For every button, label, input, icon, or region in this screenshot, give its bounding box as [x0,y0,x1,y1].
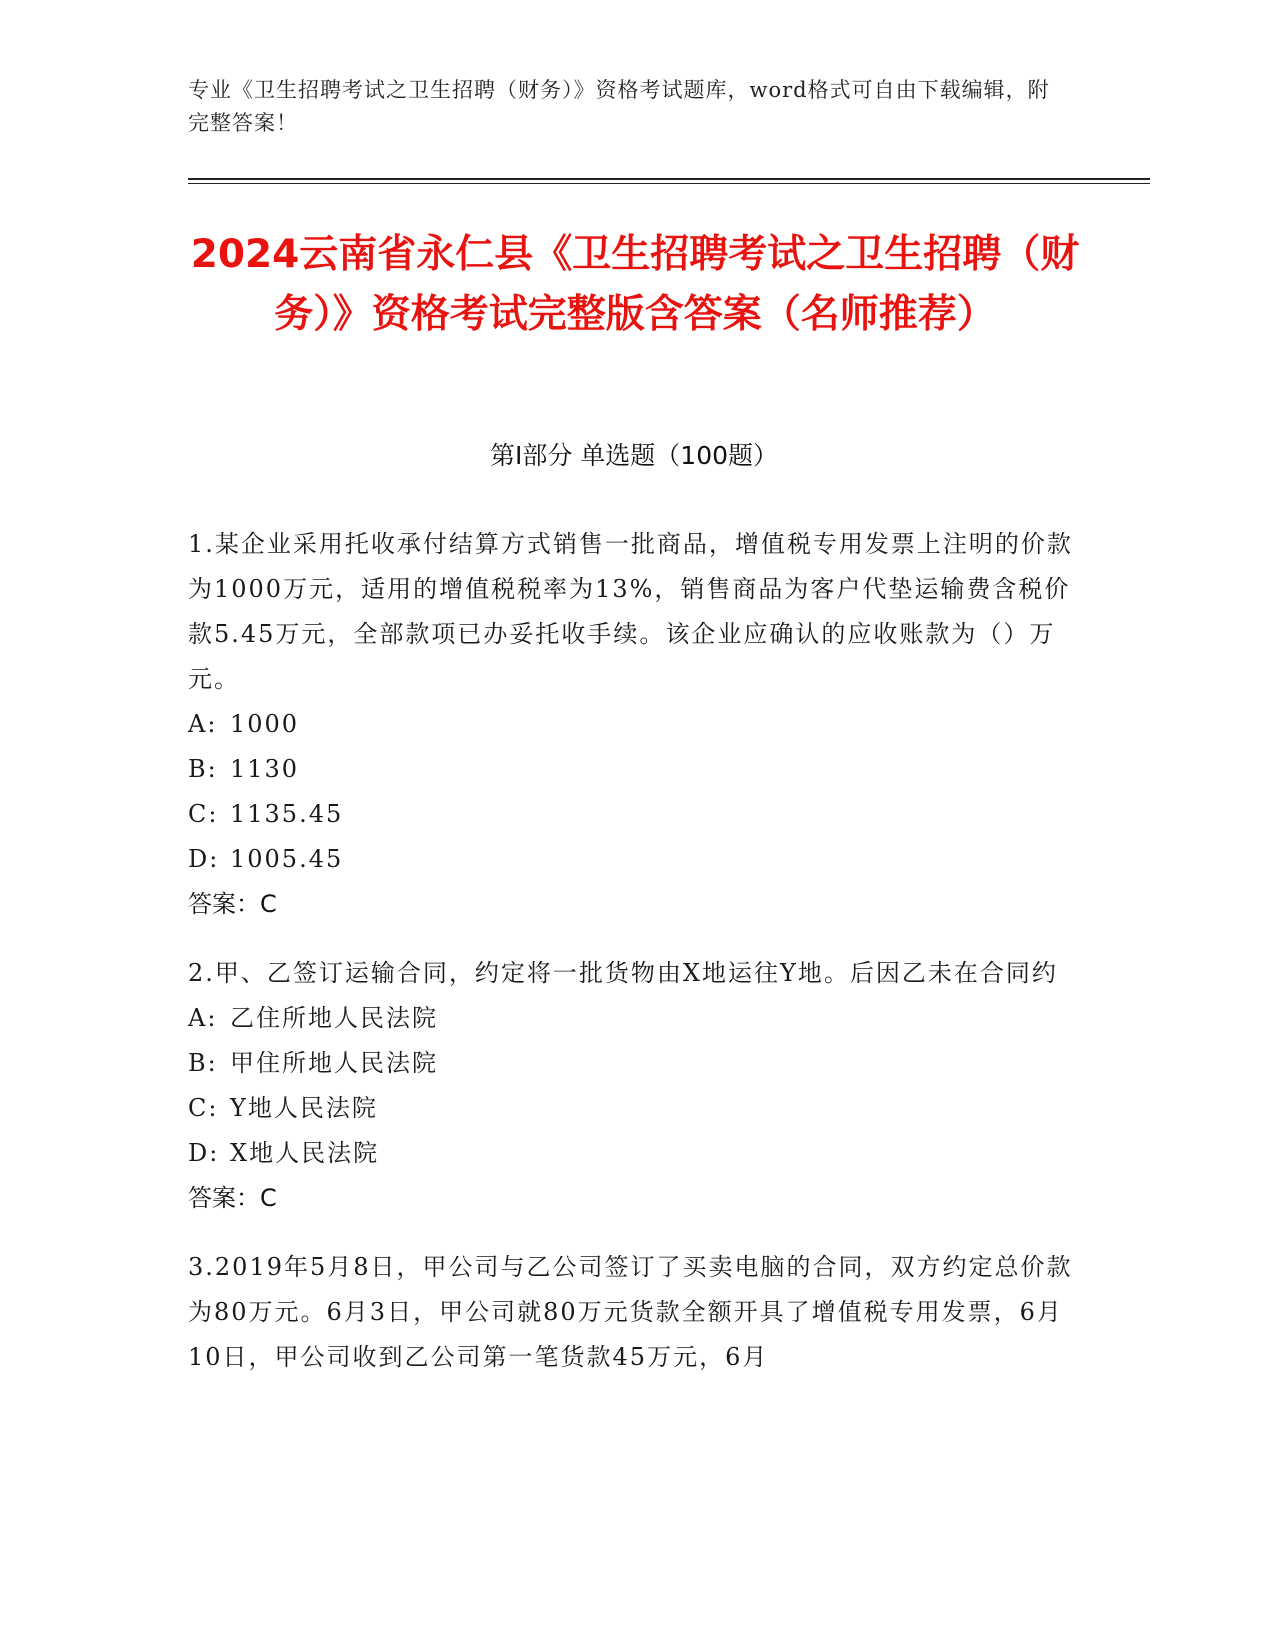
option-b [188,1041,1080,1086]
option-letter: D: [188,845,220,873]
option-b [188,747,1080,792]
question-list [188,522,1080,1404]
option-text: X地人民法院 [230,1139,380,1167]
option-letter: D: [188,1139,220,1167]
option-text: 甲住所地人民法院 [230,1049,438,1077]
header-note: 专业《卫生招聘考试之卫生招聘（财务）》资格考试题库，word格式可自由下载编辑，附完整答案！ [188,78,1050,135]
option-letter: C: [188,1094,219,1122]
option-d [188,837,1080,882]
option-text: 1130 [230,755,300,783]
option-text: 1000 [230,710,300,738]
question-stem: 2.甲、乙签订运输合同，约定将一批货物由X地运往Y地。后因乙未在合同约 [188,959,1058,987]
option-letter: A: [188,1004,218,1032]
document-title: 2024云南省永仁县《卫生招聘考试之卫生招聘（财务）》资格考试完整版含答案（名师推荐） [190,232,1080,337]
question-2 [188,951,1080,1221]
option-text: 乙住所地人民法院 [230,1004,438,1032]
option-text: 1005.45 [230,845,344,873]
header-divider-thick [188,178,1150,180]
option-d [188,1131,1080,1176]
answer-line: 答案：C [188,1184,277,1212]
question-3 [188,1245,1080,1380]
option-a [188,996,1080,1041]
option-c [188,792,1080,837]
option-a [188,702,1080,747]
option-letter: B: [188,755,218,783]
question-stem: 3.2019年5月8日，甲公司与乙公司签订了买卖电脑的合同，双方约定总价款为80万元。6月3日，甲公司就80万元货款全额开具了增值税专用发票，6月10日，甲公司收到乙公司第一笔货款45万元，6月 [188,1253,1073,1371]
option-letter: A: [188,710,218,738]
option-letter: C: [188,800,219,828]
option-text: Y地人民法院 [230,1094,378,1122]
option-letter: B: [188,1049,218,1077]
option-c [188,1086,1080,1131]
header-divider-thin [188,183,1150,184]
question-stem: 1.某企业采用托收承付结算方式销售一批商品，增值税专用发票上注明的价款为1000万元，适用的增值税税率为13%，销售商品为客户代垫运输费含税价款5.45万元，全部款项已办妥托收手续。该企业应确认的应收账款为（）万元。 [188,530,1073,693]
option-text: 1135.45 [230,800,344,828]
section-title: 第Ⅰ部分 单选题（100题） [489,441,779,470]
answer-line: 答案：C [188,890,277,918]
question-1 [188,522,1080,927]
